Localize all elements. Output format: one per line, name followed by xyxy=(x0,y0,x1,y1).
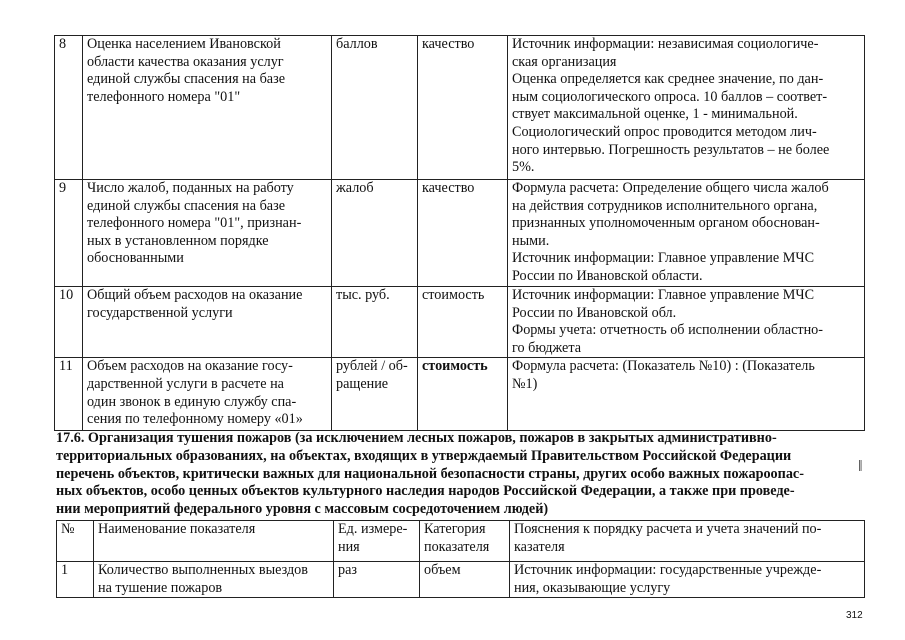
indicator-name: Общий объем расходов на оказание государственной услуги xyxy=(83,287,332,358)
notes: Источник информации: государственные учрежде- ния, оказывающие услугу xyxy=(510,562,865,598)
header-notes: Пояснения к порядку расчета и учета значений по- казателя xyxy=(510,521,865,562)
unit: баллов xyxy=(332,36,418,180)
indicator-name: Число жалоб, поданных на работу единой службы спасения на базе телефонного номера "01", признан- ных в установленном порядке обоснованными xyxy=(83,180,332,287)
category: стоимость xyxy=(418,358,508,431)
header-name: Наименование показателя xyxy=(94,521,334,562)
category: стоимость xyxy=(418,287,508,358)
unit: жалоб xyxy=(332,180,418,287)
row-number: 9 xyxy=(55,180,83,287)
section-heading: 17.6. Организация тушения пожаров (за исключением лесных пожаров, пожаров в закрытых административно- территориальных образованиях, на объектах, входящих в утверждаемый Правительством Российской Федерации перечень объектов, критически важных для национальной безопасности страны, других особо важных пожароопас- ных объектов, особо ценных объектов культурного наследия народов Российской Федерации, а также при проведе- нии мероприятий федерального уровня с массовым сосредоточением людей) xyxy=(56,430,804,518)
row-number: 1 xyxy=(57,562,94,598)
table-row xyxy=(55,358,865,431)
notes: Источник информации: Главное управление МЧС России по Ивановской обл. Формы учета: отчетность об исполнении областно- го бюджета xyxy=(508,287,865,358)
header-unit: Ед. измере- ния xyxy=(334,521,420,562)
table-header-row xyxy=(57,521,865,562)
indicators-table-bottom xyxy=(56,520,865,598)
indicator-name: Объем расходов на оказание госу- дарственной услуги в расчете на один звонок в единую службу спа- сения по телефонному номеру «01» xyxy=(83,358,332,431)
row-number: 10 xyxy=(55,287,83,358)
unit: раз xyxy=(334,562,420,598)
header-number: № xyxy=(57,521,94,562)
notes: Источник информации: независимая социологиче- ская организация Оценка определяется как среднее значение, по дан- ным социологического опроса. 10 баллов – соответ- ствует максимальной оценке, 1 - минимальной. Социологический опрос проводится методом лич- ного интервью. Погрешность результатов – не более 5%. xyxy=(508,36,865,180)
table-row xyxy=(55,180,865,287)
indicator-name: Количество выполненных выездов на тушение пожаров xyxy=(94,562,334,598)
margin-mark: ‖ xyxy=(858,458,863,475)
row-number: 8 xyxy=(55,36,83,180)
table-row xyxy=(57,562,865,598)
header-category: Категория показателя xyxy=(420,521,510,562)
table-row xyxy=(55,287,865,358)
indicator-name: Оценка населением Ивановской области качества оказания услуг единой службы спасения на базе телефонного номера "01" xyxy=(83,36,332,180)
row-number: 11 xyxy=(55,358,83,431)
unit: рублей / об- ращение xyxy=(332,358,418,431)
category: объем xyxy=(420,562,510,598)
unit: тыс. руб. xyxy=(332,287,418,358)
table-row xyxy=(55,36,865,180)
page-number: 312 xyxy=(846,610,863,621)
notes: Формула расчета: Определение общего числа жалоб на действия сотрудников исполнительного органа, признанных уполномоченным органом обоснован- ными. Источник информации: Главное управление МЧС России по Ивановской области. xyxy=(508,180,865,287)
category: качество xyxy=(418,36,508,180)
notes: Формула расчета: (Показатель №10) : (Показатель №1) xyxy=(508,358,865,431)
indicators-table-top xyxy=(54,35,865,431)
category: качество xyxy=(418,180,508,287)
